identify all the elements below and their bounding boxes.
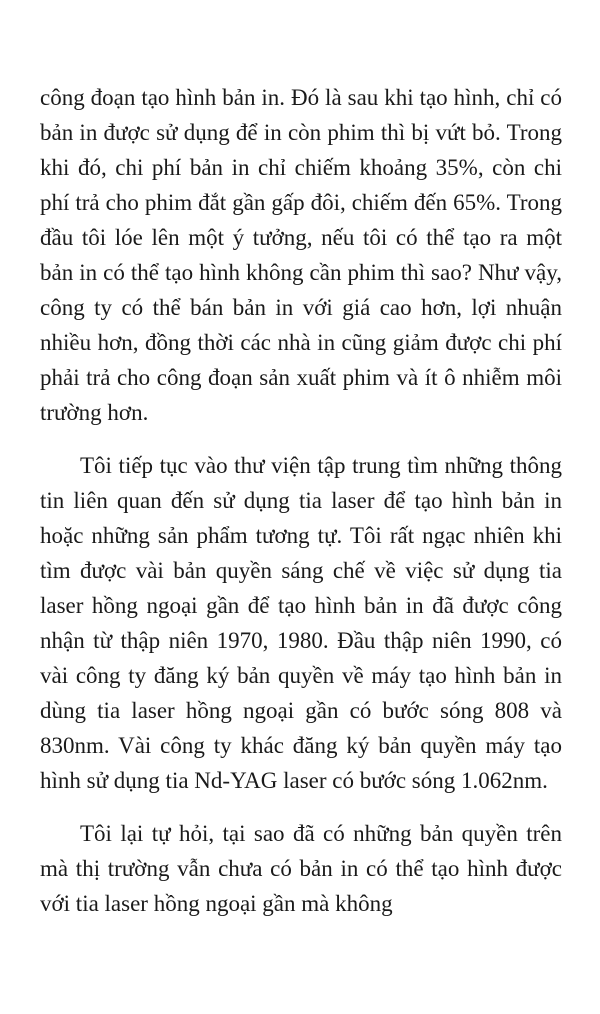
paragraph-1: công đoạn tạo hình bản in. Đó là sau khi tạo hình, chỉ có bản in được sử dụng để in còn phim thì bị vứt bỏ. Trong khi đó, chi phí bản in chỉ chiếm khoảng 35%, còn chi phí trả cho phim đắt gần gấp đôi, chiếm đến 65%. Trong đầu tôi lóe lên một ý tưởng, nếu tôi có thể tạo ra một bản in có thể tạo hình không cần phim thì sao? Như vậy, công ty có thể bán bản in với giá cao hơn, lợi nhuận nhiều hơn, đồng thời các nhà in cũng giảm được chi phí phải trả cho công đoạn sản xuất phim và ít ô nhiễm môi trường hơn.	[40, 85, 562, 425]
paragraph-2: Tôi tiếp tục vào thư viện tập trung tìm những thông tin liên quan đến sử dụng tia laser để tạo hình bản in hoặc những sản phẩm tương tự. Tôi rất ngạc nhiên khi tìm được vài bản quyền sáng chế về việc sử dụng tia laser hồng ngoại gần để tạo hình bản in đã được công nhận từ thập niên 1970, 1980. Đầu thập niên 1990, có vài công ty đăng ký bản quyền về máy tạo hình bản in dùng tia laser hồng ngoại gần có bước sóng 808 và 830nm. Vài công ty khác đăng ký bản quyền máy tạo hình sử dụng tia Nd-YAG laser có bước sóng 1.062nm.	[40, 453, 562, 793]
page-text-block	[40, 80, 562, 939]
paragraph-3: Tôi lại tự hỏi, tại sao đã có những bản quyền trên mà thị trường vẫn chưa có bản in có thể tạo hình được với tia laser hồng ngoại gần mà không	[40, 821, 562, 916]
